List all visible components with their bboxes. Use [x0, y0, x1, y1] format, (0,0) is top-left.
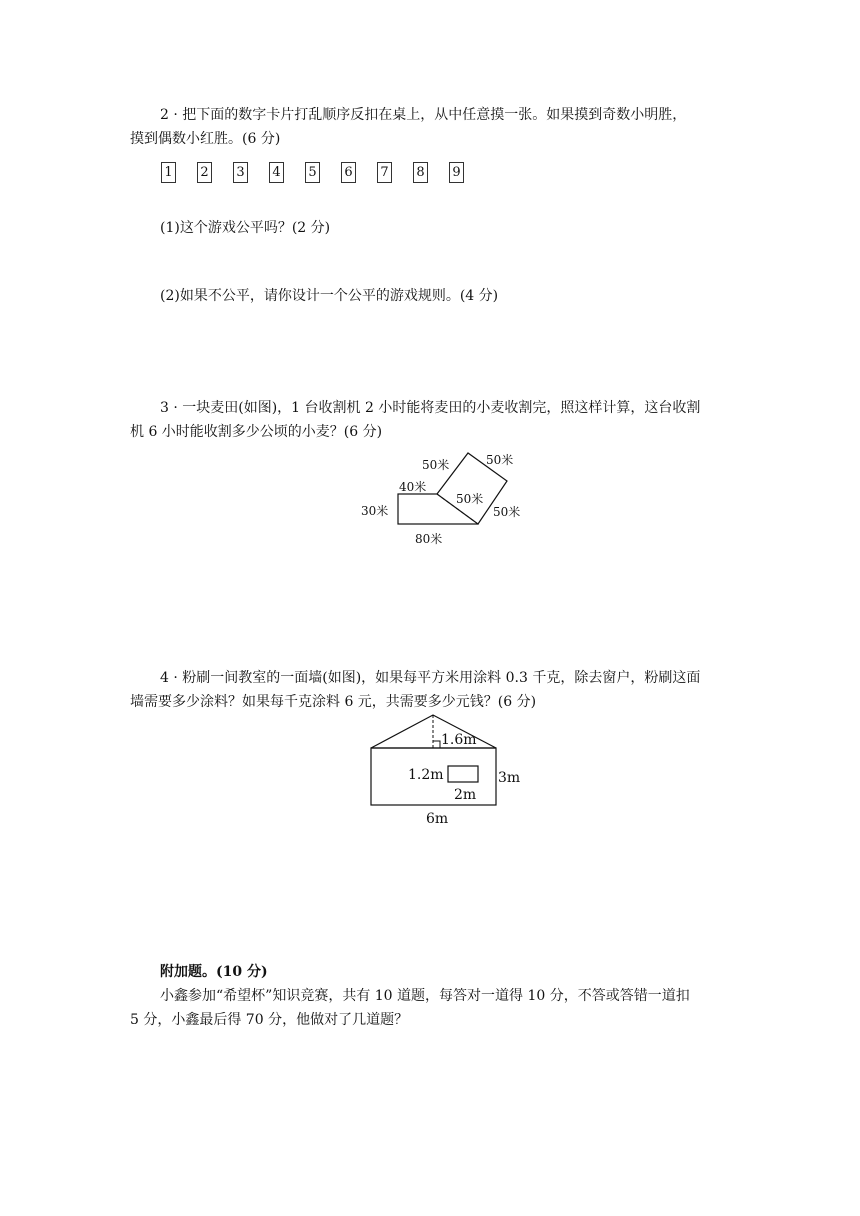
number-card: 1 — [161, 162, 176, 183]
label-square-top: 50米 — [486, 453, 514, 467]
q3-line1: 3 · 一块麦田(如图)，1 台收割机 2 小时能将麦田的小麦收割完，照这样计算，这台收割 — [160, 400, 701, 416]
q2-line1: 2 · 把下面的数字卡片打乱顺序反扣在桌上，从中任意摸一张。如果摸到奇数小明胜， — [160, 107, 687, 123]
number-card: 6 — [341, 162, 356, 183]
label-wall-width: 6m — [426, 811, 449, 827]
number-card: 4 — [269, 162, 284, 183]
label-diagonal: 50米 — [456, 492, 484, 506]
number-card: 5 — [305, 162, 320, 183]
window-rectangle — [448, 766, 478, 782]
wheat-field-figure — [355, 445, 535, 550]
q4-line1: 4 · 粉刷一间教室的一面墙(如图)，如果每平方米用涂料 0.3 千克，除去窗户，粉刷这面 — [160, 670, 701, 686]
bonus-line2: 5 分，小鑫最后得 70 分，他做对了几道题？ — [130, 1012, 409, 1028]
bonus-line1: 小鑫参加“希望杯”知识竞赛，共有 10 道题，每答对一道得 10 分，不答或答错一道扣 — [160, 988, 690, 1004]
q2-sub2: (2)如果不公平，请你设计一个公平的游戏规则。(4 分) — [160, 288, 499, 304]
label-window-width: 2m — [454, 787, 477, 803]
number-card: 9 — [449, 162, 464, 183]
label-triangle-height: 1.6m — [441, 732, 477, 748]
label-window-height: 1.2m — [408, 767, 444, 783]
q2-sub1: (1)这个游戏公平吗？(2 分) — [160, 220, 331, 236]
right-angle-mark — [433, 741, 440, 748]
q2-line2: 摸到偶数小红胜。(6 分) — [130, 131, 281, 147]
label-square-right: 50米 — [493, 505, 521, 519]
label-triangle-top: 40米 — [399, 480, 427, 494]
number-card: 7 — [377, 162, 392, 183]
bonus-title: 附加题。(10 分) — [160, 964, 268, 980]
wall-figure — [360, 710, 540, 830]
label-left-side: 30米 — [361, 504, 389, 518]
number-card: 2 — [197, 162, 212, 183]
label-wall-height: 3m — [498, 770, 521, 786]
number-card: 3 — [233, 162, 248, 183]
label-bottom-side: 80米 — [415, 532, 443, 546]
number-card: 8 — [413, 162, 428, 183]
q3-line2: 机 6 小时能收割多少公顷的小麦？(6 分) — [130, 424, 383, 440]
label-square-left: 50米 — [422, 458, 450, 472]
q4-line2: 墙需要多少涂料？如果每千克涂料 6 元，共需要多少元钱？(6 分) — [130, 694, 537, 710]
